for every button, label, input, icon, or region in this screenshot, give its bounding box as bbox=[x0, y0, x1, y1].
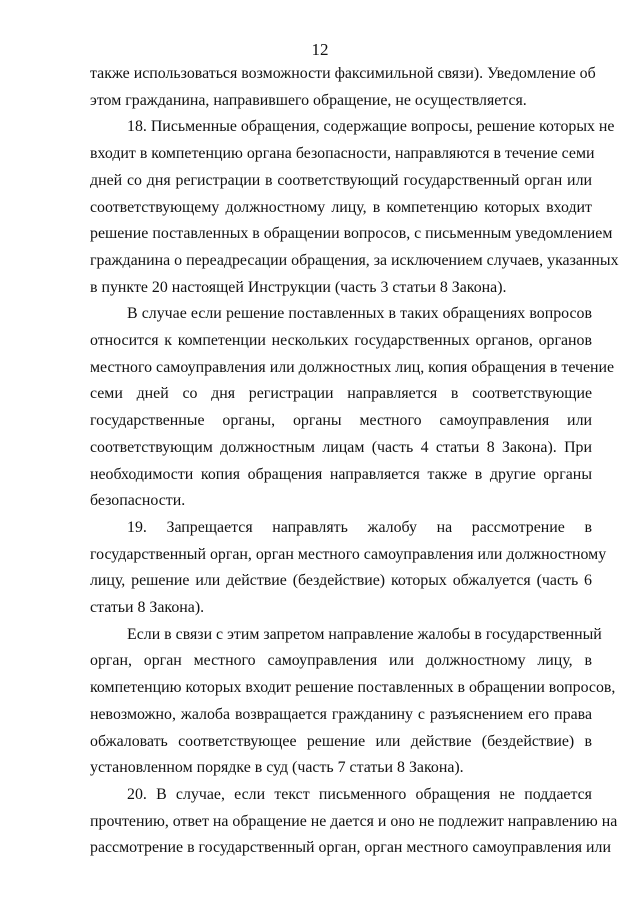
text-line: соответствующим должностным лицам (часть 4 статьи 8 Закона). При bbox=[90, 438, 592, 456]
text-line: этом гражданина, направившего обращение, не осуществляется. bbox=[90, 91, 527, 109]
text-line: Если в связи с этим запретом направление жалобы в государственный bbox=[127, 625, 602, 643]
document-body bbox=[90, 61, 619, 862]
text-line: невозможно, жалоба возвращается гражданину с разъяснением его права bbox=[90, 705, 592, 723]
text-line: государственный орган, орган местного самоуправления или должностному bbox=[90, 545, 607, 563]
text-line: рассмотрение в государственный орган, орган местного самоуправления или bbox=[90, 839, 611, 857]
text-line: лицу, решение или действие (бездействие) которых обжалуется (часть 6 bbox=[90, 572, 592, 590]
text-line: орган, орган местного самоуправления или должностному лицу, в bbox=[90, 652, 592, 670]
text-line: в пункте 20 настоящей Инструкции (часть 3 статьи 8 Закона). bbox=[90, 278, 507, 296]
text-line: обжаловать соответствующее решение или действие (бездействие) в bbox=[90, 732, 592, 750]
text-line: статьи 8 Закона). bbox=[90, 599, 205, 617]
text-line: прочтению, ответ на обращение не дается и оно не подлежит направлению на bbox=[90, 812, 618, 830]
text-line: необходимости копия обращения направляется также в другие органы bbox=[90, 465, 592, 483]
text-line: местного самоуправления или должностных лиц, копия обращения в течение bbox=[90, 358, 615, 376]
text-line: также использоваться возможности факсимильной связи). Уведомление об bbox=[90, 65, 596, 82]
text-line: входит в компетенцию органа безопасности, направляются в течение семи bbox=[90, 145, 595, 163]
text-line: установленном порядке в суд (часть 7 статьи 8 Закона). bbox=[90, 759, 464, 777]
text-line: 19. Запрещается направлять жалобу на рассмотрение в bbox=[127, 518, 592, 536]
text-line: решение поставленных в обращении вопросов, с письменным уведомлением bbox=[90, 225, 613, 243]
text-line: семи дней со дня регистрации направляется в соответствующие bbox=[90, 385, 592, 403]
text-line: относится к компетенции нескольких государственных органов, органов bbox=[90, 332, 592, 350]
page-number: 12 bbox=[311, 40, 329, 59]
text-line: гражданина о переадресации обращения, за исключением случаев, указанных bbox=[90, 251, 619, 269]
text-line: соответствующему должностному лицу, в компетенцию которых входит bbox=[90, 198, 592, 216]
text-line: В случае если решение поставленных в таких обращениях вопросов bbox=[127, 305, 592, 323]
text-line: государственные органы, органы местного самоуправления или bbox=[90, 412, 592, 430]
text-line: 18. Письменные обращения, содержащие вопросы, решение которых не bbox=[127, 118, 615, 136]
text-line: безопасности. bbox=[90, 492, 186, 510]
text-line: 20. В случае, если текст письменного обращения не поддается bbox=[127, 785, 592, 803]
text-line: дней со дня регистрации в соответствующий государственный орган или bbox=[90, 171, 592, 189]
text-line: компетенцию которых входит решение поставленных в обращении вопросов, bbox=[90, 679, 616, 697]
